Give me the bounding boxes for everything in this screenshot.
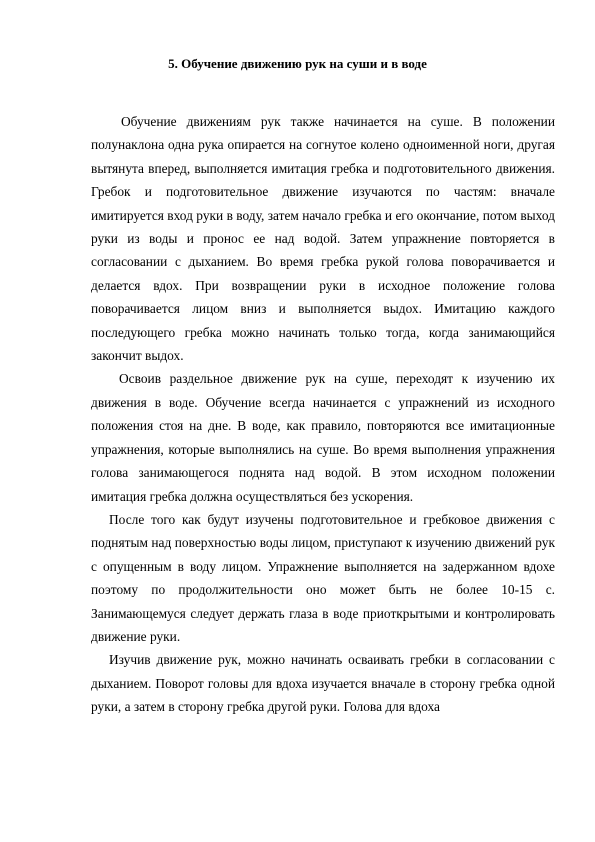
- section-title: 5. Обучение движению рук на суши и в воде: [168, 56, 427, 71]
- paragraph-arm-training-in-water: Освоив раздельное движение рук на суше, переходят к изучению их движения в воде. Обучение всегда начинается с упражнений из исходного положения стоя на дне. В воде, как правило, повторяются все имитационные упражнения, которые выполнялись на суше. Во время выполнения упражнения голова занимающегося поднята над водой. В этом исходном положении имитация гребка должна осуществляться без ускорения.: [91, 371, 555, 504]
- paragraph-breathing-coordination: Изучив движение рук, можно начинать осваивать гребки в согласовании с дыханием. Поворот головы для вдоха изучается вначале в сторону гребка одной руки, а затем в сторону гребка другой руки. Голова для вдоха: [91, 652, 555, 715]
- paragraph-face-down-exercises: После того как будут изучены подготовительное и гребковое движения с поднятым над поверхностью воды лицом, приступают к изучению движений рук с опущенным в воду лицом. Упражнение выполняется на задержанном вдохе поэтому по продолжительности оно может быть не более 10-15 с. Занимающемуся следует держать глаза в воде приоткрытыми и контролировать движение руки.: [91, 511, 555, 644]
- document-body: [91, 110, 555, 719]
- paragraph-arm-training-on-land: Обучение движениям рук также начинается на суше. В положении полунаклона одна рука опирается на согнутое колено одноименной ноги, другая вытянута вперед, выполняется имитация гребка и подготовительного движения. Гребок и подготовительное движение изучаются по частям: вначале имитируется вход руки в воду, затем начало гребка и его окончание, потом выход руки из воды и пронос ее над водой. Затем упражнение повторяется в согласовании с дыханием. Во время гребка рукой голова поворачивается и делается вдох. При возвращении руки в исходное положение голова поворачивается лицом вниз и выполняется выдох. Имитацию каждого последующего гребка можно начинать только тогда, когда занимающийся закончит выдох.: [91, 114, 555, 364]
